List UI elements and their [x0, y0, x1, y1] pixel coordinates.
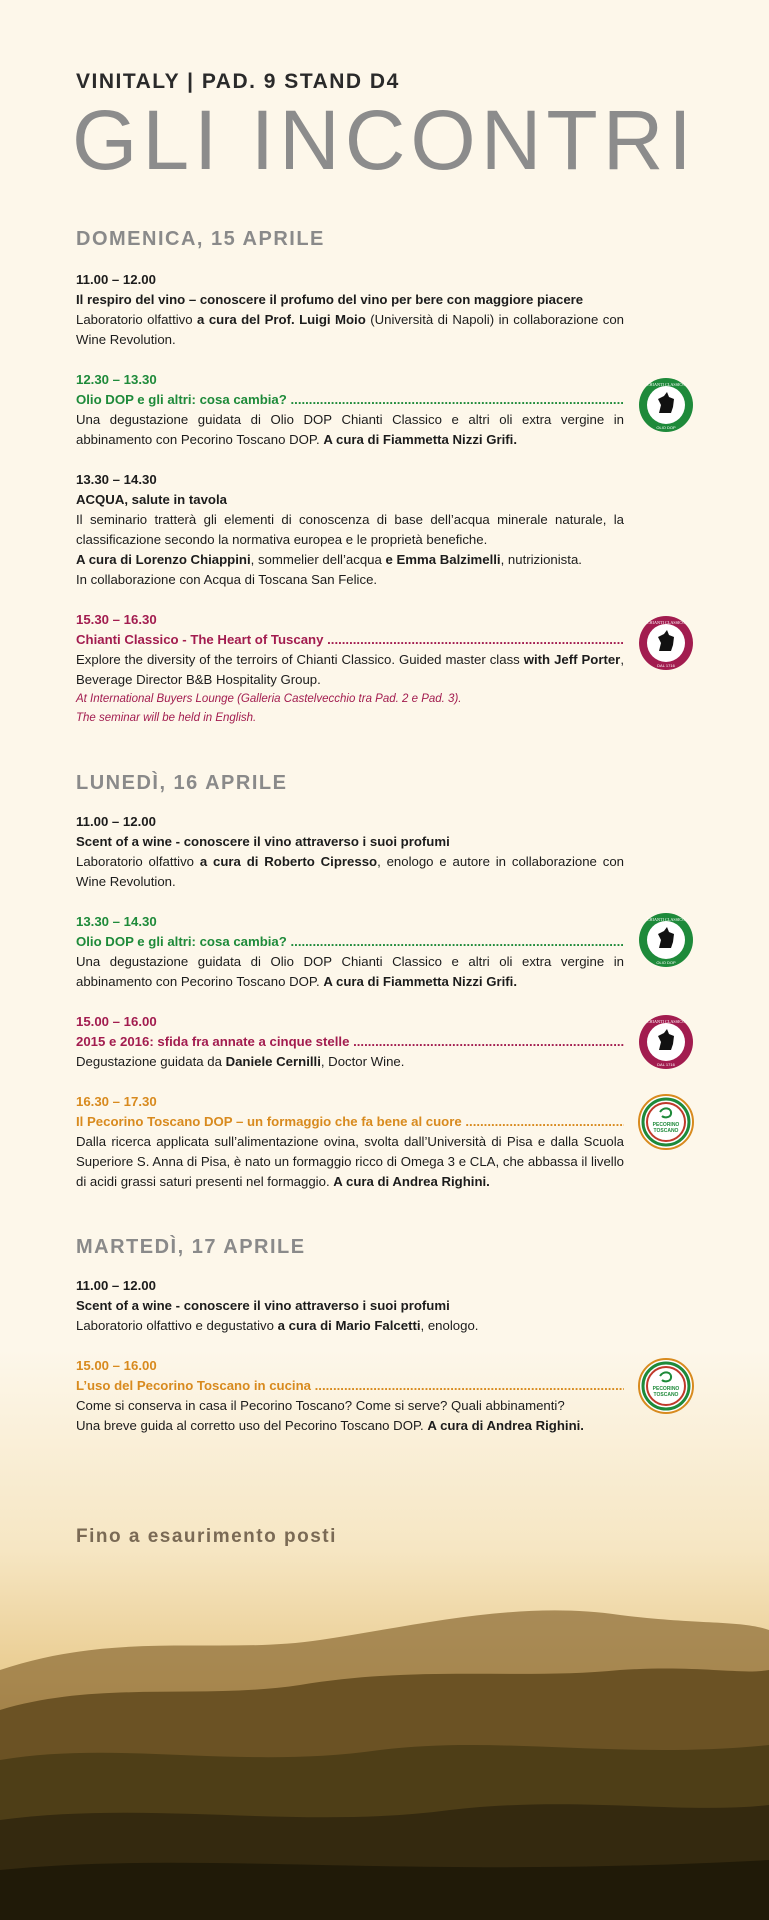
chianti-classico-wine-logo-icon — [638, 1014, 694, 1070]
day-title-monday: LUNEDÌ, 16 APRILE — [76, 772, 288, 794]
event-description: Come si conserva in casa il Pecorino Toscano? Come si serve? Quali abbinamenti? — [76, 1398, 565, 1413]
pecorino-toscano-logo-icon — [638, 1358, 694, 1414]
event-description: Dalla ricerca applicata sull’alimentazione ovina, svolta dall’Università di Pisa e dalla Scuola Superiore S. Anna di Pisa, è nato un formaggio ricco di Omega 3 e CLA, che abbassa il livello di acidi grassi saturi presenti nel formaggio. A cura di Andrea Righini. — [76, 1134, 624, 1189]
event-item — [76, 1356, 624, 1436]
event-language-note: The seminar will be held in English. — [76, 712, 257, 724]
event-title: ACQUA, salute in tavola — [76, 492, 227, 507]
event-item — [76, 270, 624, 350]
event-time: 11.00 – 12.00 — [76, 814, 156, 829]
event-description: Il seminario tratterà gli elementi di conoscenza di base dell’acqua minerale naturale, la classificazione secondo la normativa europea e le proprietà benefiche. — [76, 512, 624, 547]
svg-text:PECORINO: PECORINO — [652, 1386, 680, 1392]
event-title: Il respiro del vino – conoscere il profumo del vino per bere con maggiore piacere — [76, 292, 584, 307]
event-description: Una degustazione guidata di Olio DOP Chianti Classico e altri oli extra vergine in abbinamento con Pecorino Toscano DOP. A cura di Fiammetta Nizzi Grifi. — [76, 954, 624, 989]
event-description: Laboratorio olfattivo a cura del Prof. Luigi Moio (Università di Napoli) in collaborazione con Wine Revolution. — [76, 312, 625, 347]
event-description: Degustazione guidata da Daniele Cernilli, Doctor Wine. — [76, 1054, 405, 1069]
event-time: 11.00 – 12.00 — [76, 272, 156, 287]
svg-text:OLIO DOP: OLIO DOP — [656, 960, 676, 965]
event-time: 16.30 – 17.30 — [76, 1094, 157, 1109]
event-time: 12.30 – 13.30 — [76, 372, 157, 387]
svg-text:CHIANTI CLASSICO: CHIANTI CLASSICO — [646, 1019, 686, 1024]
event-title: 2015 e 2016: sfida fra annate a cinque stelle ..... — [76, 1032, 624, 1052]
event-time: 13.30 – 14.30 — [76, 472, 157, 487]
event-time: 13.30 – 14.30 — [76, 914, 157, 929]
svg-text:CHIANTI CLASSICO: CHIANTI CLASSICO — [646, 382, 686, 387]
svg-text:CHIANTI CLASSICO: CHIANTI CLASSICO — [646, 917, 686, 922]
tuscany-landscape-image — [0, 1560, 769, 1920]
availability-note: Fino a esaurimento posti — [76, 1526, 337, 1547]
event-partner: In collaborazione con Acqua di Toscana San Felice. — [76, 572, 378, 587]
svg-text:DAL 1716: DAL 1716 — [657, 1062, 675, 1067]
event-time: 15.30 – 16.30 — [76, 612, 157, 627]
event-time: 15.00 – 16.00 — [76, 1358, 157, 1373]
chianti-classico-olio-logo-icon — [638, 912, 694, 968]
event-title: Scent of a wine - conoscere il vino attraverso i suoi profumi — [76, 834, 450, 849]
event-title: Il Pecorino Toscano DOP – un formaggio che fa bene al cuore ..... — [76, 1112, 624, 1132]
day-title-tuesday: MARTEDÌ, 17 APRILE — [76, 1236, 306, 1258]
event-item — [76, 610, 624, 728]
event-item — [76, 1012, 624, 1072]
svg-text:DAL 1716: DAL 1716 — [657, 663, 675, 668]
svg-text:PECORINO: PECORINO — [652, 1122, 680, 1128]
event-title: Chianti Classico - The Heart of Tuscany ..... — [76, 630, 624, 650]
svg-text:TOSCANO: TOSCANO — [653, 1392, 679, 1398]
chianti-classico-olio-logo-icon — [638, 377, 694, 433]
event-title: Olio DOP e gli altri: cosa cambia? ..... — [76, 932, 624, 952]
event-description: Laboratorio olfattivo e degustativo a cura di Mario Falcetti, enologo. — [76, 1318, 479, 1333]
day-title-sunday: DOMENICA, 15 APRILE — [76, 228, 325, 250]
svg-text:TOSCANO: TOSCANO — [653, 1128, 679, 1134]
page-title: GLI INCONTRI — [72, 93, 697, 187]
event-credits: A cura di Lorenzo Chiappini, sommelier dell’acqua e Emma Balzimelli, nutrizionista. — [76, 552, 582, 567]
event-description: Explore the diversity of the terroirs of Chianti Classico. Guided master class with Jeff Porter, Beverage Director B&B Hospitality Group. — [76, 652, 624, 687]
event-item — [76, 812, 624, 892]
event-item — [76, 1276, 624, 1336]
chianti-classico-wine-logo-icon — [638, 615, 694, 671]
event-time: 11.00 – 12.00 — [76, 1278, 156, 1293]
event-description: Laboratorio olfattivo a cura di Roberto Cipresso, enologo e autore in collaborazione con Wine Revolution. — [76, 854, 624, 889]
event-location: VINITALY | PAD. 9 STAND D4 — [76, 70, 400, 93]
event-item — [76, 1092, 624, 1192]
event-item — [76, 912, 624, 992]
event-venue-note: At International Buyers Lounge (Galleria Castelvecchio tra Pad. 2 e Pad. 3). — [76, 693, 462, 705]
svg-text:CHIANTI CLASSICO: CHIANTI CLASSICO — [646, 620, 686, 625]
event-item — [76, 370, 624, 450]
event-item — [76, 470, 624, 590]
event-title: Olio DOP e gli altri: cosa cambia? ..... — [76, 390, 624, 410]
event-credits: Una breve guida al corretto uso del Pecorino Toscano DOP. A cura di Andrea Righini. — [76, 1418, 584, 1433]
svg-text:OLIO DOP: OLIO DOP — [656, 425, 676, 430]
pecorino-toscano-logo-icon — [638, 1094, 694, 1150]
event-description: Una degustazione guidata di Olio DOP Chianti Classico e altri oli extra vergine in abbinamento con Pecorino Toscano DOP. A cura di Fiammetta Nizzi Grifi. — [76, 412, 624, 447]
event-time: 15.00 – 16.00 — [76, 1014, 157, 1029]
event-title: L’uso del Pecorino Toscano in cucina ..... — [76, 1376, 624, 1396]
event-title: Scent of a wine - conoscere il vino attraverso i suoi profumi — [76, 1298, 450, 1313]
